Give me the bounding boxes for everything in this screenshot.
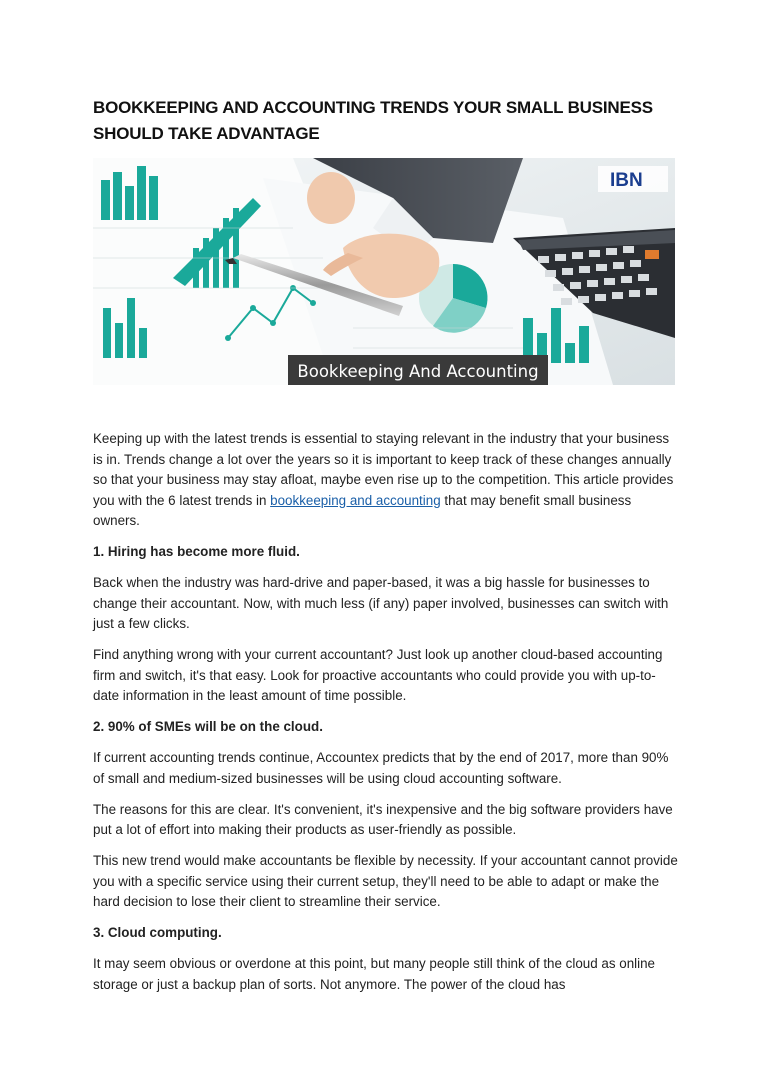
intro-paragraph [93,429,678,532]
ibn-logo: IBN [610,170,643,191]
section-heading-2: 2. 90% of SMEs will be on the cloud. [93,719,323,734]
hero-illustration [93,158,675,385]
hero-caption: Bookkeeping And Accounting [297,362,539,381]
paragraph: This new trend would make accountants be flexible by necessity. If your accountant cannot provide you with a specific service using their current setup, they'll need to be able to adapt or make the hard decision to lose their client to streamline their service. [93,853,678,909]
paragraph: It may seem obvious or overdone at this point, but many people still think of the cloud as online storage or just a backup plan of sorts. Not anymore. The power of the cloud has [93,956,655,992]
hero-image [93,158,675,385]
intro-text-start: Keeping up with the latest trends is essential to staying relevant in the industry that your business is in. Trends change a lot over the years so it is important to keep track of these changes annually so that your business may stay afloat, maybe even rise up to the competition. This article provides you with the 6 latest trends in [93,431,674,508]
paragraph: Find anything wrong with your current accountant? Just look up another cloud-based accounting firm and switch, it's that easy. Look for proactive accountants who could provide you with up-to-date information in the least amount of time possible. [93,647,663,703]
bookkeeping-link[interactable]: bookkeeping and accounting [270,492,441,508]
document-title: BOOKKEEPING AND ACCOUNTING TRENDS YOUR SMALL BUSINESS SHOULD TAKE ADVANTAGE [93,98,653,143]
paragraph: The reasons for this are clear. It's convenient, it's inexpensive and the big software providers have put a lot of effort into making their products as user-friendly as possible. [93,801,673,837]
article-body [93,429,678,1006]
paragraph: If current accounting trends continue, Accountex predicts that by the end of 2017, more than 90% of small and medium-sized businesses will be using cloud accounting software. [93,750,669,786]
intro-text-end: that may benefit small business owners. [93,492,632,528]
paragraph: Back when the industry was hard-drive and paper-based, it was a big hassle for businesses to change their accountant. Now, with much less (if any) paper involved, businesses can switch with just a few clicks. [93,575,669,631]
section-heading-3: 3. Cloud computing. [93,925,222,940]
section-heading-1: 1. Hiring has become more fluid. [93,544,300,559]
